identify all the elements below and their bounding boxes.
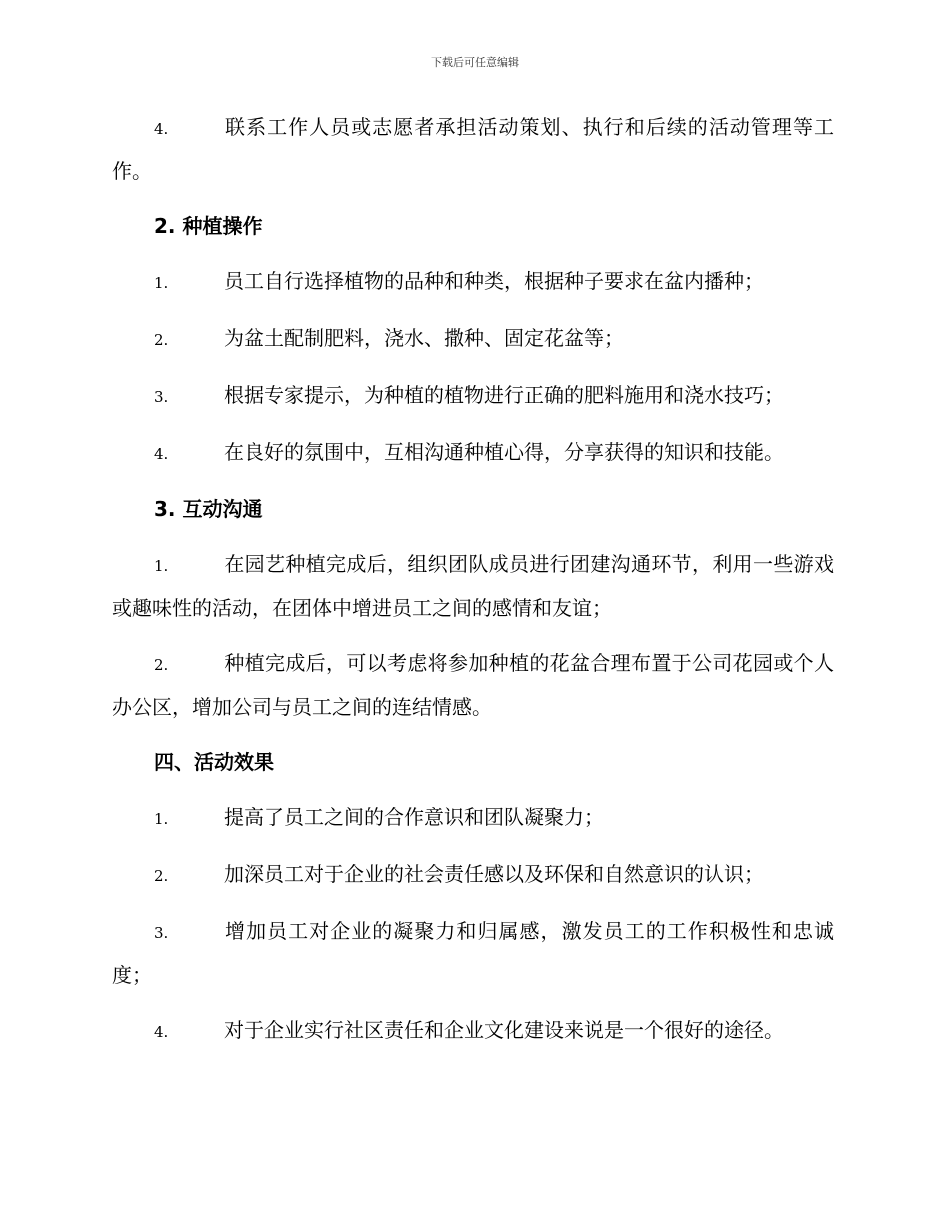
list-item [112,543,834,629]
section-heading: 2. 种植操作 [154,214,263,238]
list-text: 为盆土配制肥料，浇水、撒种、固定花盆等； [224,326,624,350]
list-text: 对于企业实行社区责任和企业文化建设来说是一个很好的途径。 [224,1018,784,1042]
list-number: 2. [154,331,169,349]
list-item [112,1009,834,1053]
list-item [112,796,834,840]
list-number: 3. [154,388,169,406]
list-text: 在良好的氛围中，互相沟通种植心得，分享获得的知识和技能。 [224,440,784,464]
page-header: 下载后可任意编辑 [431,56,519,69]
list-item [112,317,834,361]
list-item [112,374,834,418]
list-item [112,431,834,475]
list-text: 员工自行选择植物的品种和种类，根据种子要求在盆内播种； [224,269,764,293]
list-number: 4. [154,1023,169,1041]
list-number: 3. [154,924,169,942]
section-heading: 3. 互动沟通 [154,497,263,521]
list-text: 在园艺种植完成后，组织团队成员进行团建沟通环节，利用一些游戏或趣味性的活动，在团体中增进员工之间的感情和友谊； [112,552,834,620]
list-item [112,106,834,192]
list-text: 根据专家提示，为种植的植物进行正确的肥料施用和浇水技巧； [224,383,784,407]
list-number: 2. [154,656,169,674]
list-text: 种植完成后，可以考虑将参加种植的花盆合理布置于公司花园或个人办公区，增加公司与员工之间的连结情感。 [112,651,834,719]
section-heading: 四、活动效果 [154,750,274,774]
list-text: 加深员工对于企业的社会责任感以及环保和自然意识的认识； [224,862,764,886]
list-number: 2. [154,867,169,885]
list-number: 1. [154,274,169,292]
list-text: 提高了员工之间的合作意识和团队凝聚力； [224,805,604,829]
list-item [112,260,834,304]
document-body [112,106,834,1066]
list-text: 联系工作人员或志愿者承担活动策划、执行和后续的活动管理等工作。 [112,115,834,183]
list-item [112,853,834,897]
list-number: 1. [154,557,169,575]
list-number: 1. [154,810,169,828]
list-number: 4. [154,445,169,463]
list-text: 增加员工对企业的凝聚力和归属感，激发员工的工作积极性和忠诚度； [112,919,834,987]
list-item [112,642,834,728]
list-number: 4. [154,120,169,138]
list-item [112,910,834,996]
